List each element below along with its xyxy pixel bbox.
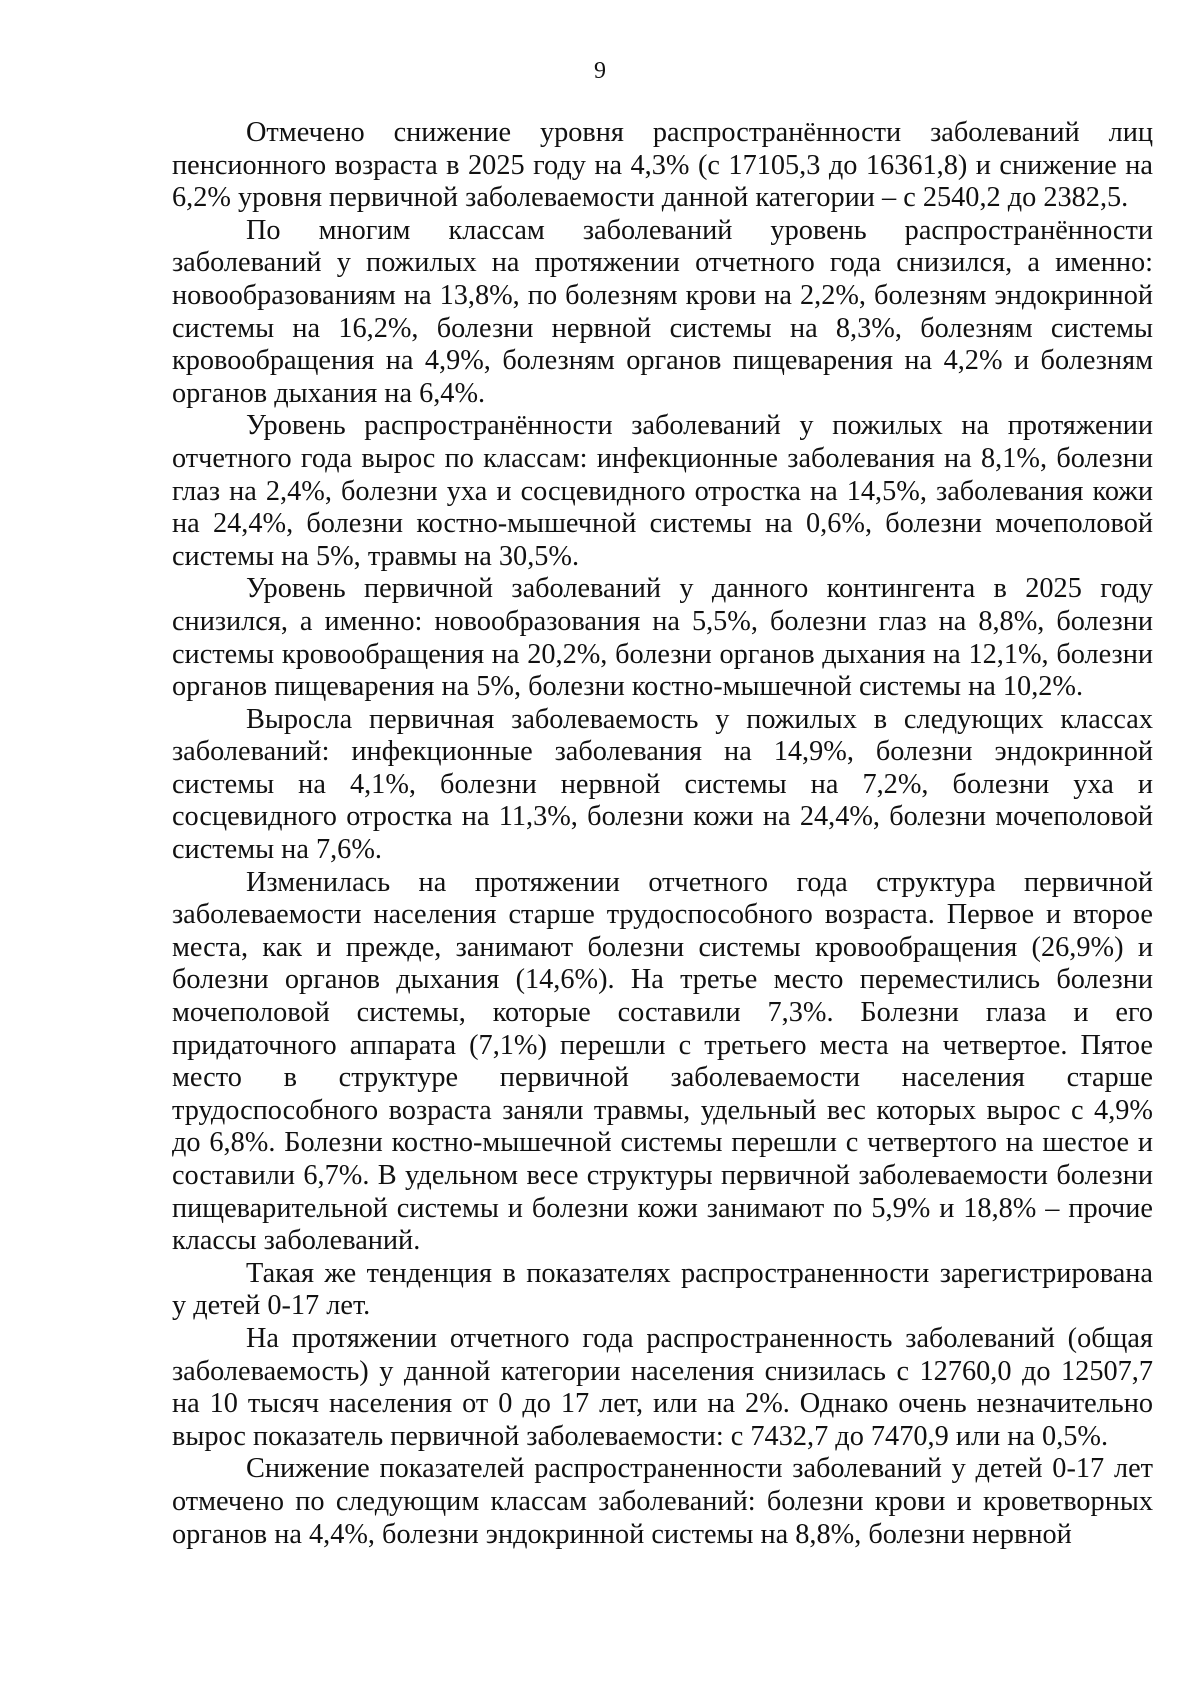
paragraph-elderly-prevalence-increase: Уровень распространённости заболеваний у пожилых на протяжении отчетного года вырос по классам: инфекционные заболевания на 8,1%, болезни глаз на 2,4%, болезни уха и сосцевидного отростка на 14,5%, заболевания кожи на 24,4%, болезни костно-мышечной системы на 0,6%, болезни мочеполовой системы на 5%, травмы на 30,5%. [172,410,1153,572]
paragraph-pensioners-overview: Отмечено снижение уровня распространённости заболеваний лиц пенсионного возраста в 2025 году на 4,3% (с 17105,3 до 16361,8) и снижение на 6,2% уровня первичной заболеваемости данной категории – с 2540,2 до 2382,5. [172,117,1153,214]
paragraph-children-trend: Такая же тенденция в показателях распространенности зарегистрирована у детей 0-17 лет. [172,1257,1153,1322]
page-number: 9 [594,58,606,84]
paragraph-elderly-incidence-increase: Выросла первичная заболеваемость у пожилых в следующих классах заболеваний: инфекционные заболевания на 14,9%, болезни эндокринной системы на 4,1%, болезни нервной системы на 7,2%, болезни уха и сосцевидного отростка на 11,3%, болезни кожи на 24,4%, болезни мочеполовой системы на 7,6%. [172,703,1153,866]
paragraph-incidence-structure: Изменилась на протяжении отчетного года структура первичной заболеваемости населения старше трудоспособного возраста. Первое и второе места, как и прежде, занимают болезни системы кровообращения (26,9%) и болезни органов дыхания (14,6%). На третье место переместились болезни мочеполовой системы, которые составили 7,3%. Болезни глаза и его придаточного аппарата (7,1%) перешли с третьего места на четвертое. Пятое место в структуре первичной заболеваемости населения старше трудоспособного возраста заняли травмы, удельный вес которых вырос с 4,9% до 6,8%. Болезни костно-мышечной системы перешли с четвертого на шестое и составили 6,7%. В удельном весе структуры первичной заболеваемости болезни пищеварительной системы и болезни кожи занимают по 5,9% и 18,8% – прочие классы заболеваний. [172,866,1153,1257]
paragraph-children-prevalence: На протяжении отчетного года распространенность заболеваний (общая заболеваемость) у данной категории населения снизилась с 12760,0 до 12507,7 на 10 тысяч населения от 0 до 17 лет, или на 2%. Однако очень незначительно вырос показатель первичной заболеваемости: с 7432,7 до 7470,9 или на 0,5%. [172,1322,1153,1452]
paragraph-children-decrease-classes: Снижение показателей распространенности заболеваний у детей 0-17 лет отмечено по следующим классам заболеваний: болезни крови и кроветворных органов на 4,4%, болезни эндокринной системы на 8,8%, болезни нервной [172,1453,1153,1550]
paragraph-elderly-prevalence-decrease: По многим классам заболеваний уровень распространённости заболеваний у пожилых на протяжении отчетного года снизился, а именно: новообразованиям на 13,8%, по болезням крови на 2,2%, болезням эндокринной системы на 16,2%, болезни нервной системы на 8,3%, болезням системы кровообращения на 4,9%, болезням органов пищеварения на 4,2% и болезням органов дыхания на 6,4%. [172,214,1153,409]
document-body [172,117,1153,1551]
paragraph-elderly-incidence-decrease: Уровень первичной заболеваний у данного контингента в 2025 году снизился, а именно: новообразования на 5,5%, болезни глаз на 8,8%, болезни системы кровообращения на 20,2%, болезни органов дыхания на 12,1%, болезни органов пищеварения на 5%, болезни костно-мышечной системы на 10,2%. [172,573,1153,703]
